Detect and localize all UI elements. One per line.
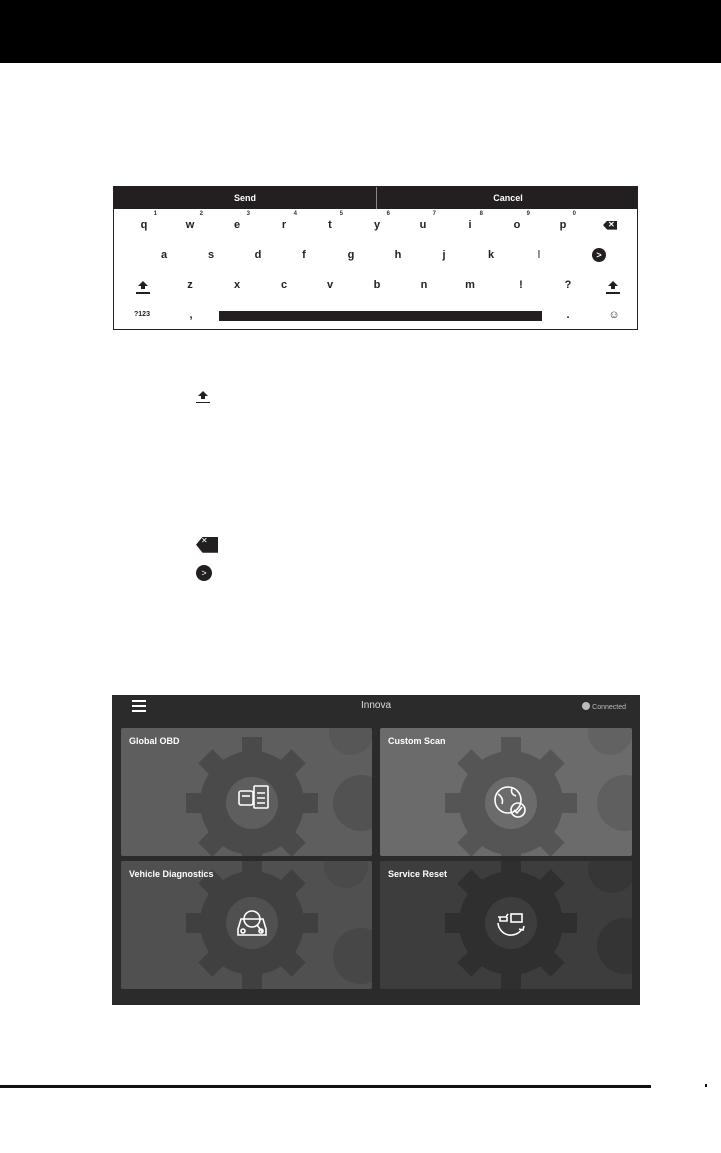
tile-label: Global OBD [129, 736, 180, 746]
app-home-screen [112, 695, 640, 1005]
key-hint: 8 [479, 211, 483, 217]
key-comma[interactable]: , [189, 309, 193, 321]
key-label: q [140, 219, 148, 231]
key-e[interactable] [223, 211, 251, 236]
go-icon [196, 564, 212, 582]
key-period[interactable]: . [566, 309, 570, 321]
key-c[interactable]: c [280, 279, 288, 291]
key-hint: 3 [246, 211, 250, 217]
key-hint: 5 [339, 211, 343, 217]
shift-icon [136, 280, 150, 294]
shift-icon [606, 280, 620, 294]
gear-background-icon [380, 728, 632, 856]
key-l[interactable]: l [537, 249, 541, 261]
key-go[interactable] [585, 244, 613, 266]
key-n[interactable]: n [420, 279, 428, 291]
go-glyph: > [196, 565, 212, 581]
send-button[interactable]: Send [233, 193, 256, 203]
action-bar-divider [376, 187, 377, 209]
key-j[interactable]: j [442, 249, 446, 261]
gear-background-icon [380, 861, 632, 989]
key-hint: 9 [526, 211, 530, 217]
key-question[interactable]: ? [564, 279, 572, 291]
key-label: r [281, 219, 287, 231]
key-label: w [185, 219, 195, 231]
key-k[interactable]: k [487, 249, 495, 261]
backspace-icon [196, 536, 218, 554]
status-label: Connected [592, 704, 626, 711]
key-numbers[interactable]: ?123 [134, 311, 150, 318]
key-t[interactable] [316, 211, 344, 236]
tile-label: Service Reset [388, 869, 448, 879]
key-u[interactable] [409, 211, 437, 236]
key-label: y [373, 219, 381, 231]
key-hint: 4 [293, 211, 297, 217]
go-icon: > [592, 248, 606, 262]
key-label: t [328, 219, 332, 231]
tile-custom-scan[interactable] [380, 728, 632, 856]
shift-icon [196, 389, 210, 407]
backspace-icon [603, 221, 617, 230]
key-label: p [559, 219, 567, 231]
tile-service-reset[interactable] [380, 861, 632, 989]
key-f[interactable]: f [302, 249, 306, 261]
footer-rule-tick [705, 1084, 707, 1087]
connection-status [582, 702, 626, 711]
footer-rule [0, 1085, 651, 1088]
key-b[interactable]: b [373, 279, 381, 291]
key-o[interactable] [503, 211, 531, 236]
gear-background-icon [121, 728, 372, 856]
key-g[interactable]: g [347, 249, 355, 261]
key-h[interactable]: h [394, 249, 402, 261]
key-shift-right[interactable] [599, 276, 627, 298]
key-label: o [513, 219, 521, 231]
tile-label: Custom Scan [388, 736, 446, 746]
tile-label: Vehicle Diagnostics [129, 869, 214, 879]
key-q[interactable] [130, 211, 158, 236]
key-backspace[interactable] [596, 214, 624, 236]
tile-global-obd[interactable] [121, 728, 372, 856]
key-hint: 2 [199, 211, 203, 217]
key-r[interactable] [270, 211, 298, 236]
gear-background-icon [121, 861, 372, 989]
key-d[interactable]: d [254, 249, 262, 261]
key-m[interactable]: m [465, 279, 475, 291]
key-w[interactable] [176, 211, 204, 236]
key-x[interactable]: x [233, 279, 241, 291]
backspace-glyph [196, 537, 218, 553]
key-label: i [468, 219, 472, 231]
key-hint: 7 [432, 211, 436, 217]
tile-vehicle-diagnostics[interactable] [121, 861, 372, 989]
key-v[interactable]: v [326, 279, 334, 291]
keyboard-figure [113, 186, 638, 330]
app-header [112, 695, 640, 719]
cancel-button[interactable]: Cancel [493, 193, 523, 203]
key-z[interactable]: z [187, 279, 193, 291]
key-hint: 1 [153, 211, 157, 217]
spacebar[interactable] [219, 311, 542, 321]
key-label: e [233, 219, 241, 231]
keyboard-action-bar [114, 187, 637, 209]
header-band [0, 0, 721, 63]
shift-glyph [196, 390, 210, 406]
key-i[interactable] [456, 211, 484, 236]
key-shift-left[interactable] [129, 276, 157, 298]
key-a[interactable]: a [160, 249, 168, 261]
key-hint: 6 [386, 211, 390, 217]
key-hint: 0 [572, 211, 576, 217]
app-title: Innova [360, 700, 392, 711]
key-label: u [419, 219, 427, 231]
key-exclamation[interactable]: ! [519, 279, 523, 291]
key-y[interactable] [363, 211, 391, 236]
emoji-key[interactable]: ☺ [608, 309, 620, 321]
key-s[interactable]: s [207, 249, 215, 261]
status-dot-icon [582, 702, 590, 710]
key-p[interactable] [549, 211, 577, 236]
